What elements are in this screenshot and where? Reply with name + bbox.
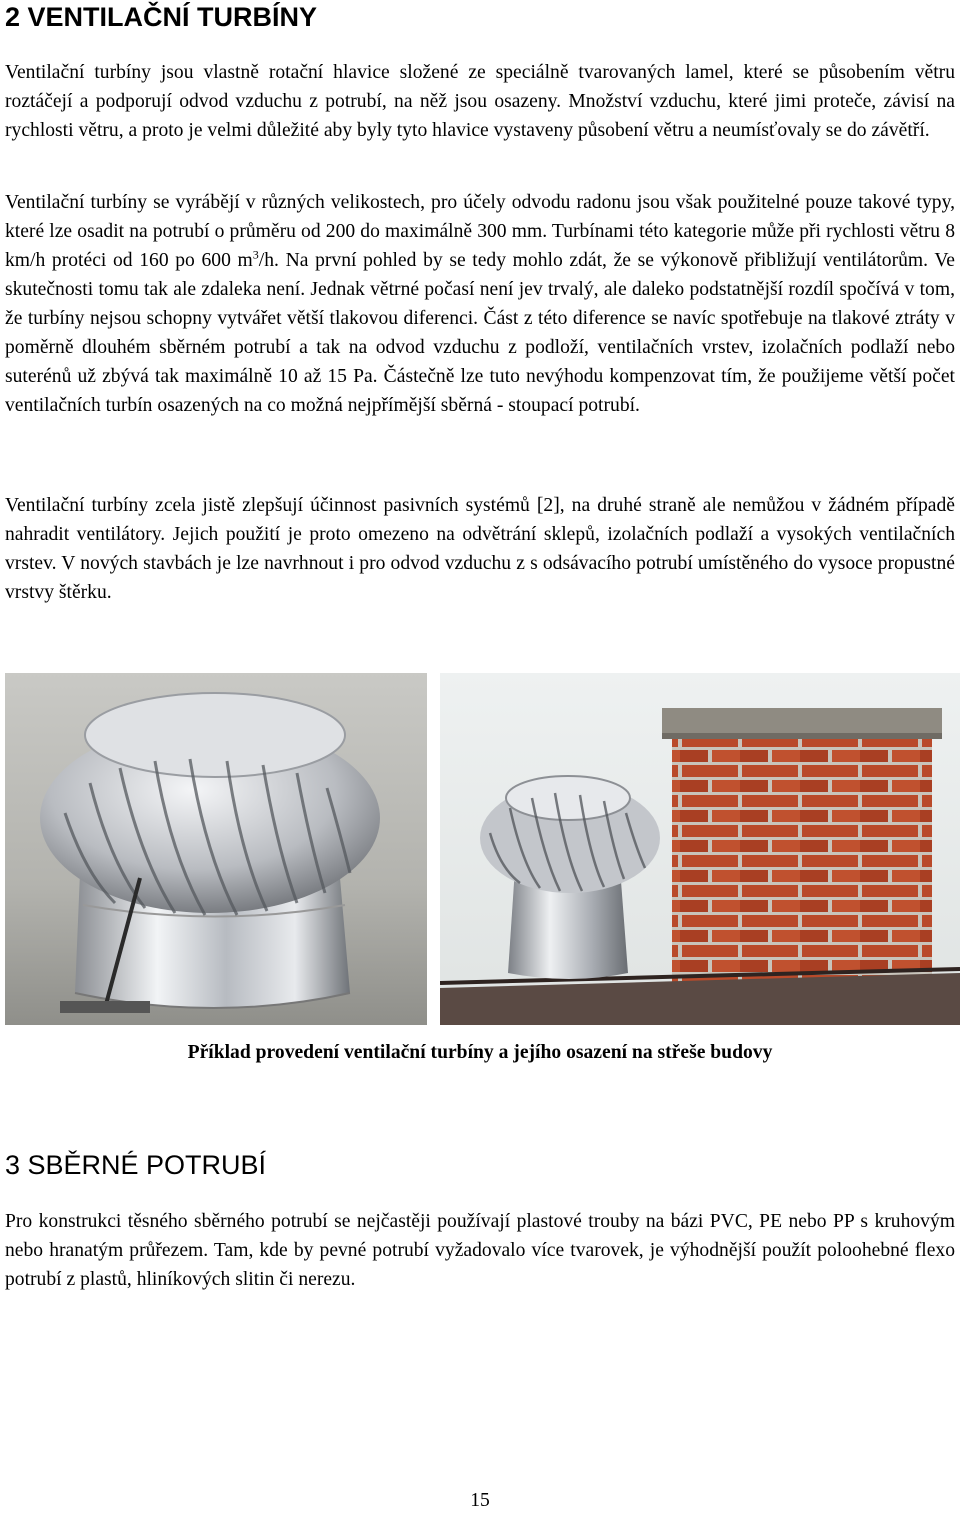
paragraph-turbines-sizes: [5, 188, 955, 420]
page-number: 15: [470, 1490, 490, 1511]
paragraph-text: Ventilační turbíny se vyrábějí v různých velikostech, pro účely odvodu radonu jsou však použitelné pouze takové typy, které lze osadit na potrubí o průměru od 200 do maximálně 300 mm. Turbínami této kategorie může při rychlosti větru 8 km/h protéci od 160 po 600 m: [5, 192, 955, 271]
superscript-exponent: 3: [252, 247, 259, 262]
photo-turbine-on-floor: [5, 673, 427, 1025]
paragraph-turbines-usage: Ventilační turbíny zcela jistě zlepšují účinnost pasivních systémů [2], na druhé straně ale nemůžou v žádném případě nahradit ventilátory. Jejich použití je proto omezeno na odvětrání sklepů, izolačních podlaží a vysokých ventilačních vrstev. V nových stavbách je lze navrhnout i pro odvod vzduchu z s odsávacího potrubí umístěného do vysoce propustné vrstvy štěrku.: [5, 495, 955, 603]
section-heading-collection-pipe: 3 SBĚRNÉ POTRUBÍ: [5, 1150, 267, 1180]
paragraph-turbines-intro: Ventilační turbíny jsou vlastně rotační hlavice složené ze speciálně tvarovaných lamel, které se působením větru roztáčejí a podporují odvod vzduchu z potrubí, na něž jsou osazeny. Množství vzduchu, které jimi proteče, závisí na rychlosti větru, a proto je velmi důležité aby byly tyto hlavice vystaveny působení větru a neumísťovaly se do závětří.: [5, 62, 955, 141]
paragraph-collection-pipe: Pro konstrukci těsného sběrného potrubí se nejčastěji používají plastové trouby na bázi PVC, PE nebo PP s kruhovým nebo hranatým průřezem. Tam, kde by pevné potrubí vyžadovalo více tvarovek, je výhodnější použít poloohebné flexo potrubí z plastů, hliníkových slitin či nerezu.: [5, 1211, 955, 1290]
figure-caption: Příklad provedení ventilační turbíny a jejího osazení na střeše budovy: [187, 1042, 773, 1063]
paragraph-text-continued: /h. Na první pohled by se tedy mohlo zdát, že se výkonově přibližují ventilátorům. Ve skutečnosti tomu tak ale zdaleka není. Jednak větrné počasí není jev trvalý, ale daleko podstatnější rozdíl spočívá v tom, že turbíny nejsou schopny vytvářet větší tlakovou diferenci. Část z této diference se navíc spotřebuje na tlakové ztráty v poměrně dlouhém sběrném potrubí a tak na odvod vzduchu z podloží, ventilačních vrstev, izolačních podlaží nebo suterénů už zbývá tak maximálně 10 až 15 Pa. Částečně lze tuto nevýhodu kompenzovat tím, že použijeme větší počet ventilačních turbín osazených na co možná nejpřímější sběrná - stoupací potrubí.: [5, 250, 955, 416]
photo-turbine-on-roof: [440, 673, 960, 1025]
section-heading-ventilation-turbines: 2 VENTILAČNÍ TURBÍNY: [5, 2, 318, 32]
